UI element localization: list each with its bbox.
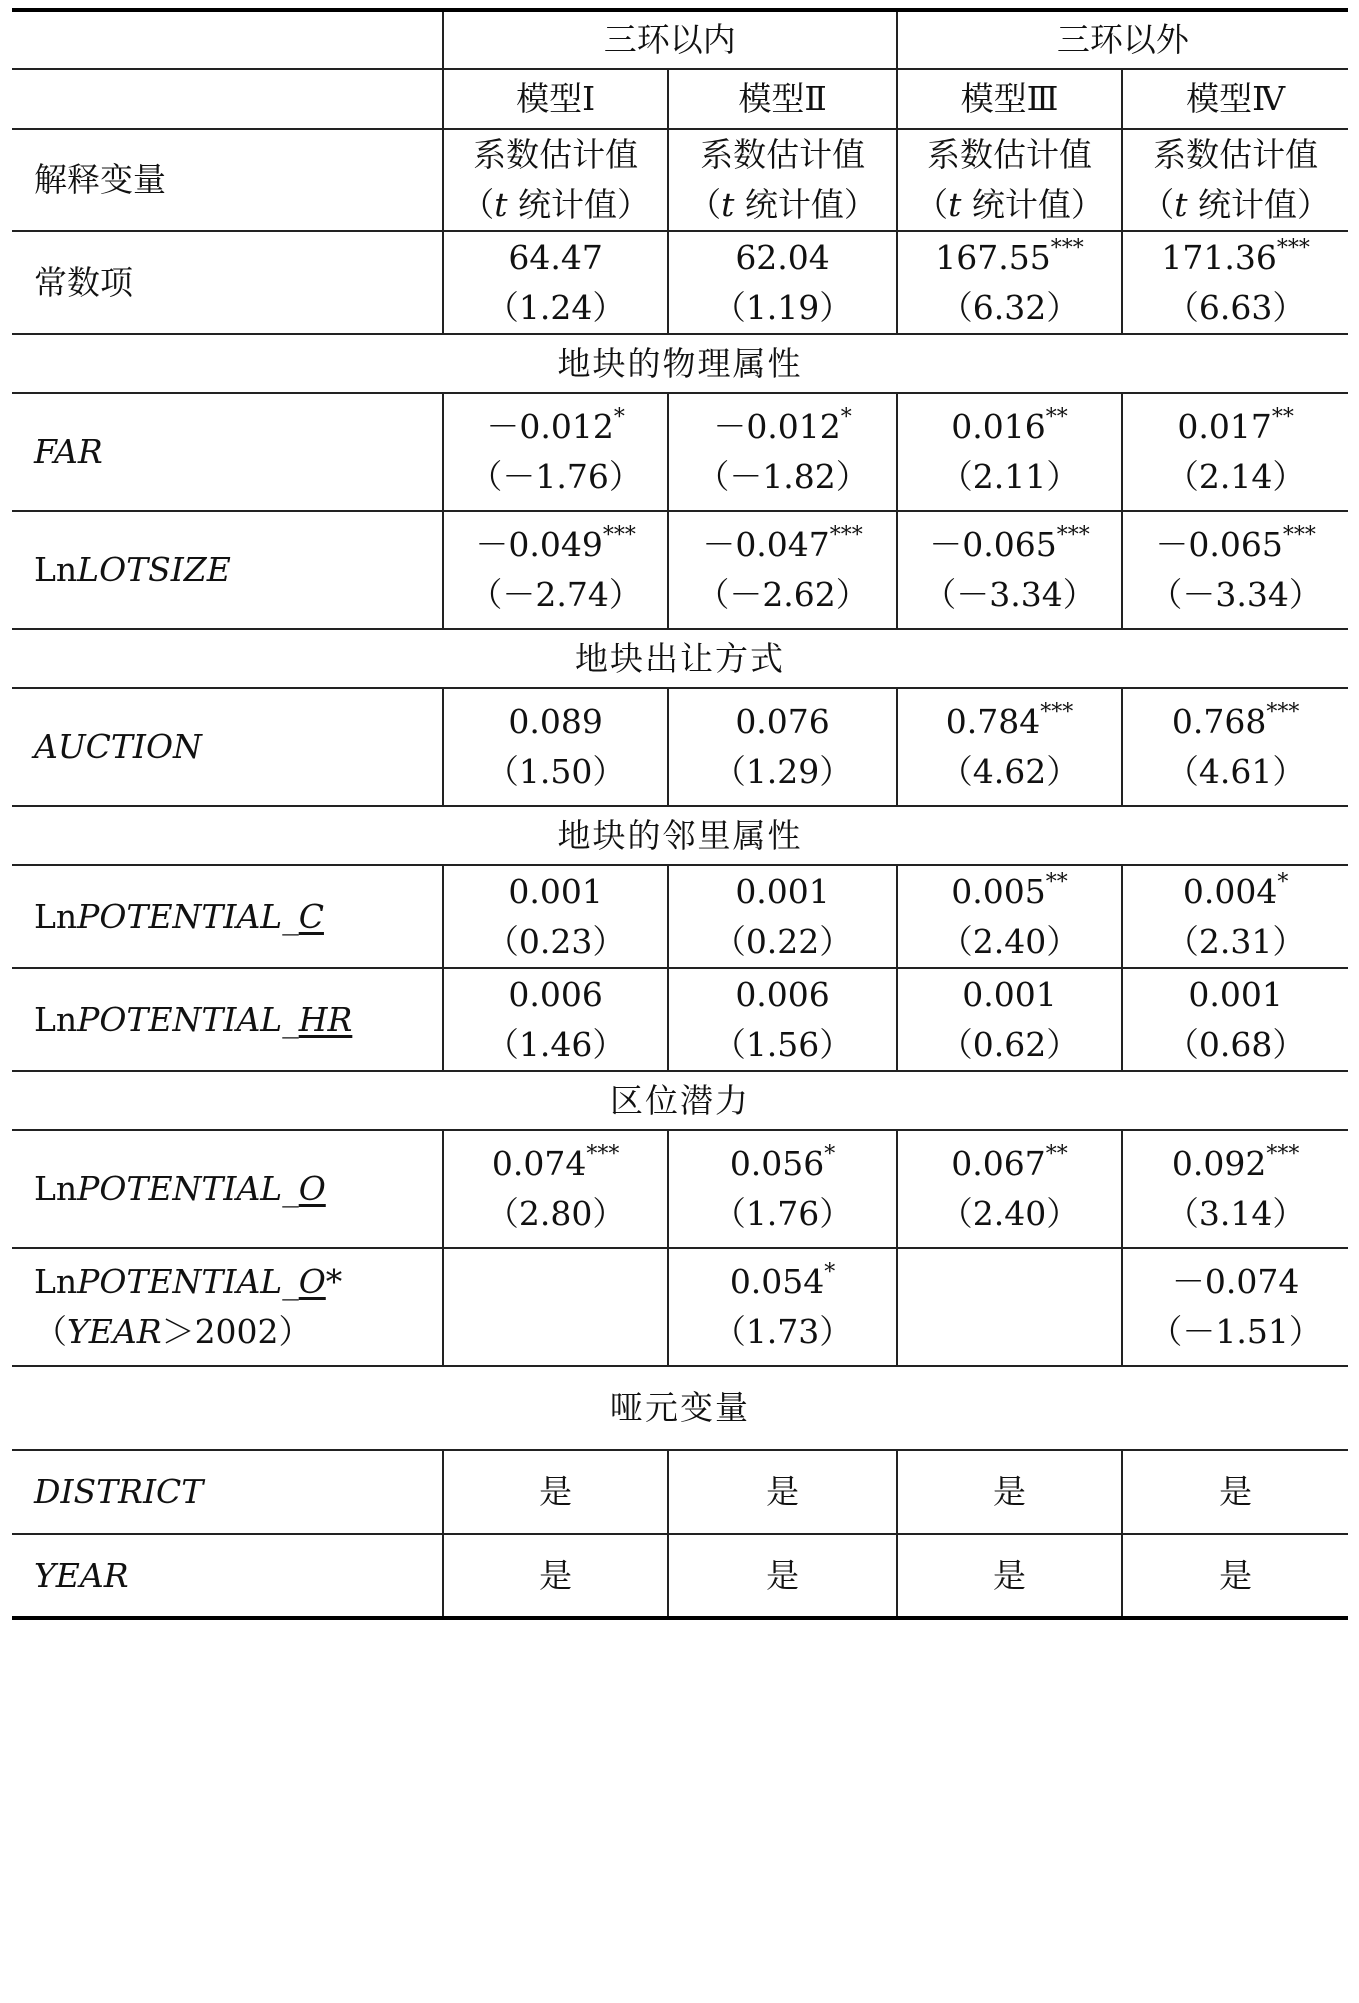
section-row-transfer [12,629,1348,688]
header-model-3: 模型Ⅲ [897,69,1123,129]
row-label: LnPOTENTIAL_O* （YEAR＞2002） [12,1248,443,1366]
cell: 0.004* （2.31） [1122,865,1348,968]
cell: 167.55*** （6.32） [897,231,1123,334]
cell: 0.005** （2.40） [897,865,1123,968]
row-label: LnPOTENTIAL_HR [12,968,443,1071]
section-title: 地块的物理属性 [12,334,1348,393]
cell: 是 [897,1534,1123,1618]
row-potential-o-year [12,1248,1348,1366]
cell: 0.067** （2.40） [897,1130,1123,1248]
row-lotsize [12,511,1348,629]
cell: 0.001 （0.68） [1122,968,1348,1071]
cell: －0.047*** （－2.62） [668,511,896,629]
cell: －0.012* （－1.82） [668,393,896,511]
regression-table [12,8,1348,1620]
section-row-potential [12,1071,1348,1130]
row-label: YEAR [12,1534,443,1618]
header-group-inner: 三环以内 [443,10,897,69]
section-row-dummy [12,1366,1348,1450]
header-group-outer: 三环以外 [897,10,1348,69]
cell: 0.001 （0.23） [443,865,669,968]
section-title: 地块出让方式 [12,629,1348,688]
header-col-label-2: 系数估计值 （t 统计值） [668,129,896,231]
section-title: 区位潜力 [12,1071,1348,1130]
header-row-models [12,69,1348,129]
row-label: DISTRICT [12,1450,443,1534]
header-col-label-4: 系数估计值 （t 统计值） [1122,129,1348,231]
cell: 是 [1122,1534,1348,1618]
cell: 0.076 （1.29） [668,688,896,806]
cell: 0.089 （1.50） [443,688,669,806]
row-label: AUCTION [12,688,443,806]
cell: 0.768*** （4.61） [1122,688,1348,806]
cell: 是 [668,1450,896,1534]
row-label: LnLOTSIZE [12,511,443,629]
header-blank-cell [12,69,443,129]
cell: 0.001 （0.62） [897,968,1123,1071]
cell: 0.074*** （2.80） [443,1130,669,1248]
cell: 0.006 （1.46） [443,968,669,1071]
header-col-label-1: 系数估计值 （t 统计值） [443,129,669,231]
cell: 0.017** （2.14） [1122,393,1348,511]
header-var-label: 解释变量 [12,129,443,231]
section-row-neighborhood [12,806,1348,865]
header-model-2: 模型Ⅱ [668,69,896,129]
cell: 是 [443,1450,669,1534]
cell: 171.36*** （6.63） [1122,231,1348,334]
cell [897,1248,1123,1366]
cell: 是 [1122,1450,1348,1534]
cell: 0.092*** （3.14） [1122,1130,1348,1248]
row-district [12,1450,1348,1534]
cell: －0.065*** （－3.34） [897,511,1123,629]
section-row-physical [12,334,1348,393]
row-label: 常数项 [12,231,443,334]
row-auction [12,688,1348,806]
cell: －0.074 （－1.51） [1122,1248,1348,1366]
row-label: FAR [12,393,443,511]
cell: 是 [443,1534,669,1618]
row-year [12,1534,1348,1618]
header-row-labels [12,129,1348,231]
cell [443,1248,669,1366]
row-label: LnPOTENTIAL_C [12,865,443,968]
row-potential-hr [12,968,1348,1071]
cell: 是 [668,1534,896,1618]
header-model-1: 模型Ⅰ [443,69,669,129]
cell: 0.001 （0.22） [668,865,896,968]
cell: 62.04 （1.19） [668,231,896,334]
header-model-4: 模型Ⅳ [1122,69,1348,129]
section-title: 哑元变量 [12,1366,1348,1450]
header-col-label-3: 系数估计值 （t 统计值） [897,129,1123,231]
cell: 0.056* （1.76） [668,1130,896,1248]
row-label: LnPOTENTIAL_O [12,1130,443,1248]
cell: 0.784*** （4.62） [897,688,1123,806]
cell: 是 [897,1450,1123,1534]
row-potential-c [12,865,1348,968]
row-potential-o [12,1130,1348,1248]
row-far [12,393,1348,511]
header-row-groups [12,10,1348,69]
cell: 0.054* （1.73） [668,1248,896,1366]
cell: －0.065*** （－3.34） [1122,511,1348,629]
cell: 0.006 （1.56） [668,968,896,1071]
cell: 0.016** （2.11） [897,393,1123,511]
header-blank-cell [12,10,443,69]
row-const [12,231,1348,334]
cell: －0.049*** （－2.74） [443,511,669,629]
section-title: 地块的邻里属性 [12,806,1348,865]
cell: 64.47 （1.24） [443,231,669,334]
cell: －0.012* （－1.76） [443,393,669,511]
